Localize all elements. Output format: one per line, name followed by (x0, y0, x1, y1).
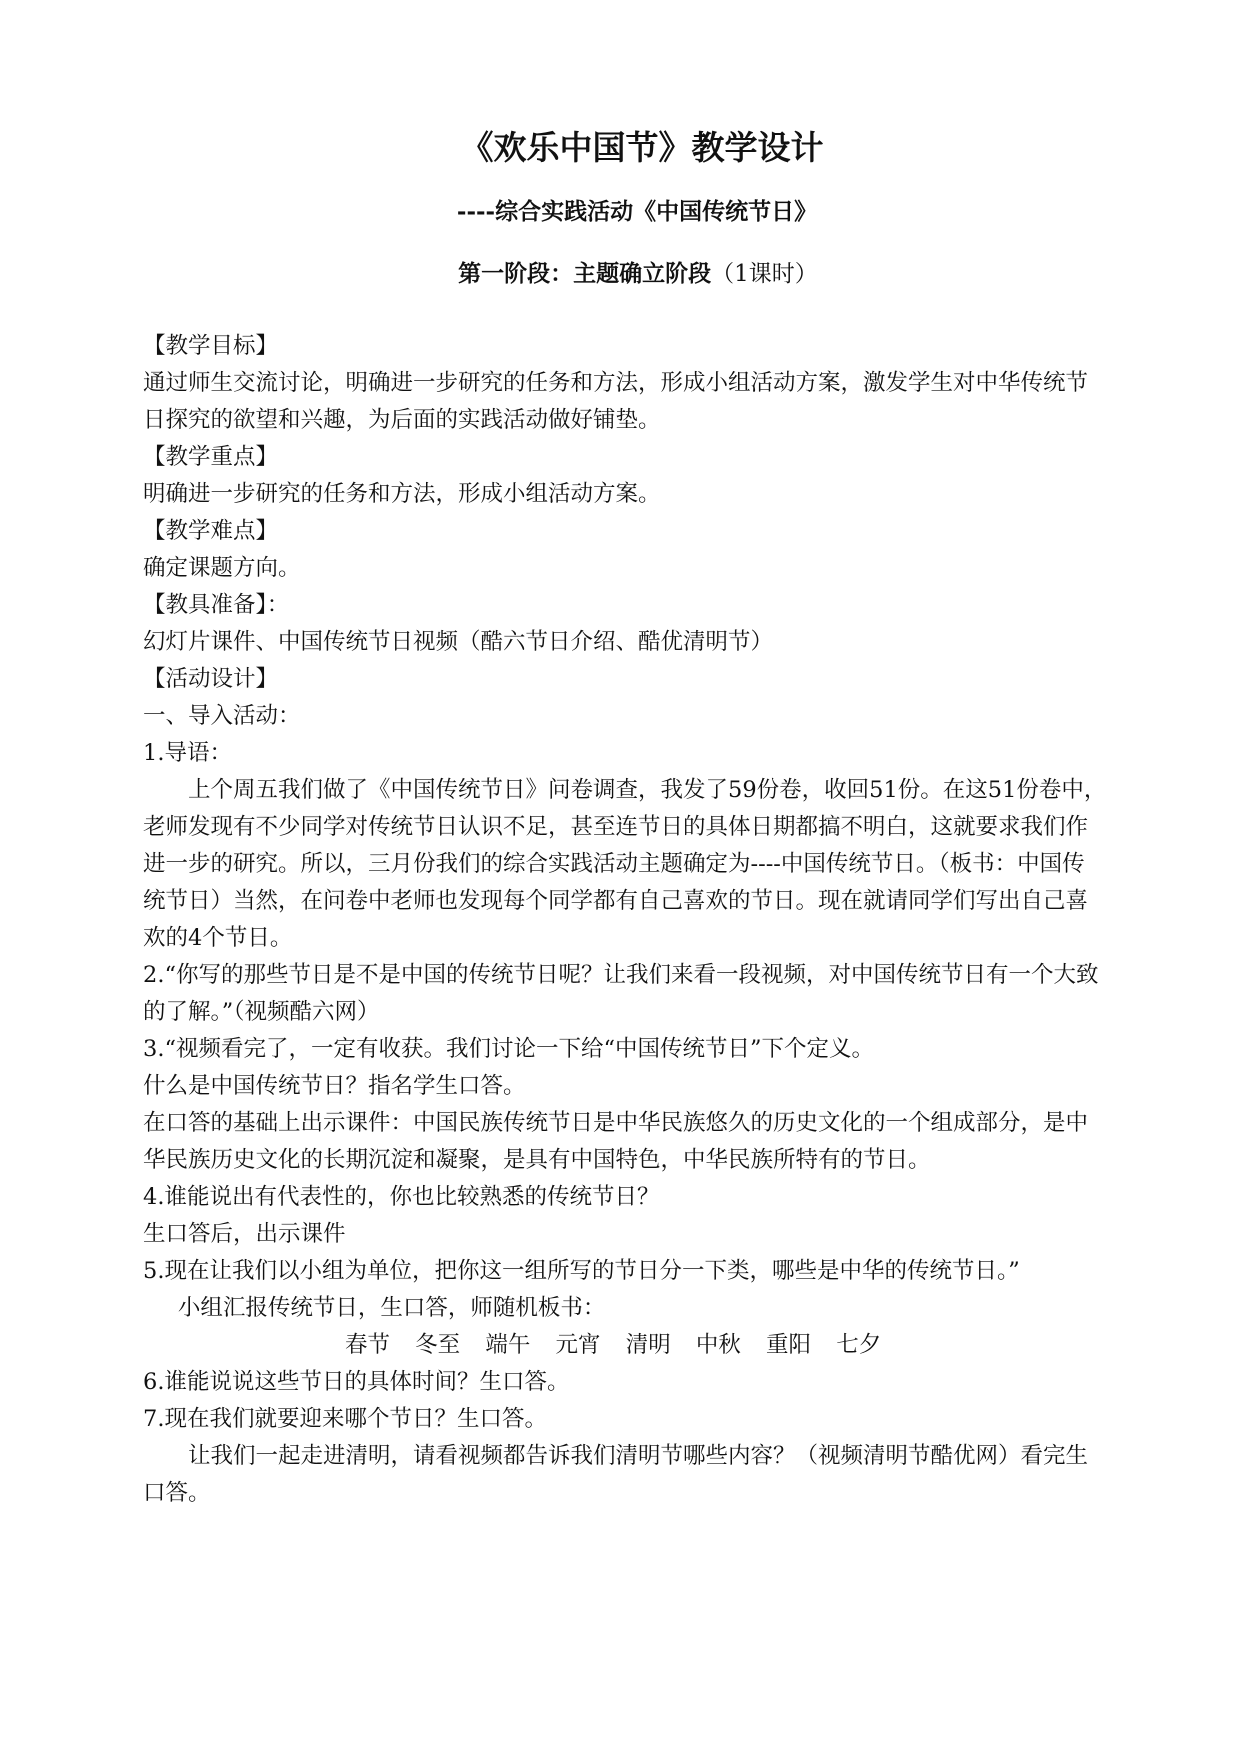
difficult-text: 确定课题方向。 (143, 555, 301, 581)
stage-heading-period: （1课时） (711, 261, 818, 287)
document-subtitle: ----综合实践活动《中国传统节日》 (456, 198, 818, 225)
tools-text: 幻灯片课件、中国传统节日视频（酷六节日介绍、酷优清明节） (143, 629, 774, 655)
step3-question: 什么是中国传统节日？指名学生口答。 (143, 1073, 526, 1099)
festival-item: 端午 (485, 1332, 531, 1358)
step3-answer: 在口答的基础上出示课件：中国民族传统节日是中华民族悠久的历史文化的一个组成部分，是中华民族历史文化的长期沉淀和凝聚，是具有中国特色，中华民族所特有的节日。 (143, 1110, 1089, 1173)
festival-item: 元宵 (555, 1332, 601, 1358)
step2-text: 2.“你写的那些节日是不是中国的传统节日呢？让我们来看一段视频，对中国传统节日有一个大致的了解。”（视频酷六网） (143, 962, 1099, 1025)
step7-answer: 让我们一起走进清明，请看视频都告诉我们清明节哪些内容？（视频清明节酷优网）看完生口答。 (143, 1443, 1089, 1506)
goal-heading: 【教学目标】 (143, 333, 279, 359)
step3-text: 3.“视频看完了，一定有收获。我们讨论一下给“中国传统节日”下个定义。 (143, 1036, 874, 1062)
festival-item: 冬至 (415, 1332, 461, 1358)
stage-heading-bold: 第一阶段：主题确立阶段 (458, 260, 712, 287)
stage-heading (143, 256, 1107, 292)
key-text: 明确进一步研究的任务和方法，形成小组活动方案。 (143, 481, 661, 507)
activity-heading: 【活动设计】 (143, 666, 279, 692)
step4-text: 4.谁能说出有代表性的，你也比较熟悉的传统节日？ (143, 1184, 660, 1210)
step5-text: 5.现在让我们以小组为单位，把你这一组所写的节日分一下类，哪些是中华的传统节日。” (143, 1258, 1020, 1284)
goal-text: 通过师生交流讨论，明确进一步研究的任务和方法，形成小组活动方案，激发学生对中华传统节日探究的欲望和兴趣，为后面的实践活动做好铺垫。 (143, 370, 1089, 433)
document-body (143, 328, 1107, 1512)
intro-heading: 一、导入活动： (143, 703, 301, 729)
tools-heading: 【教具准备】： (143, 592, 290, 618)
festival-item: 中秋 (695, 1332, 741, 1358)
step1-text: 上个周五我们做了《中国传统节日》问卷调查，我发了59份卷，收回51份。在这51份卷中，老师发现有不少同学对传统节日认识不足，甚至连节日的具体日期都搞不明白，这就要求我们作进一步的研究。所以，三月份我们的综合实践活动主题确定为----中国传统节日。（板书：中国传统节日）当然，在问卷中老师也发现每个同学都有自己喜欢的节日。现在就请同学们写出自己喜欢的4个节日。 (143, 777, 1107, 951)
festival-item: 七夕 (836, 1332, 882, 1358)
step1-label: 1.导语： (143, 740, 232, 766)
step6-text: 6.谁能说说这些节日的具体时间？生口答。 (143, 1369, 570, 1395)
step7-text: 7.现在我们就要迎来哪个节日？生口答。 (143, 1406, 547, 1432)
festival-item: 重阳 (766, 1332, 812, 1358)
step5-answer: 小组汇报传统节日，生口答，师随机板书： (177, 1295, 606, 1321)
difficult-heading: 【教学难点】 (143, 518, 279, 544)
document-title: 《欢乐中国节》教学设计 (460, 128, 824, 167)
festival-item: 春节 (345, 1332, 391, 1358)
key-heading: 【教学重点】 (143, 444, 279, 470)
festival-list (143, 1327, 1107, 1364)
step4-answer: 生口答后，出示课件 (143, 1221, 346, 1247)
festival-item: 清明 (625, 1332, 671, 1358)
